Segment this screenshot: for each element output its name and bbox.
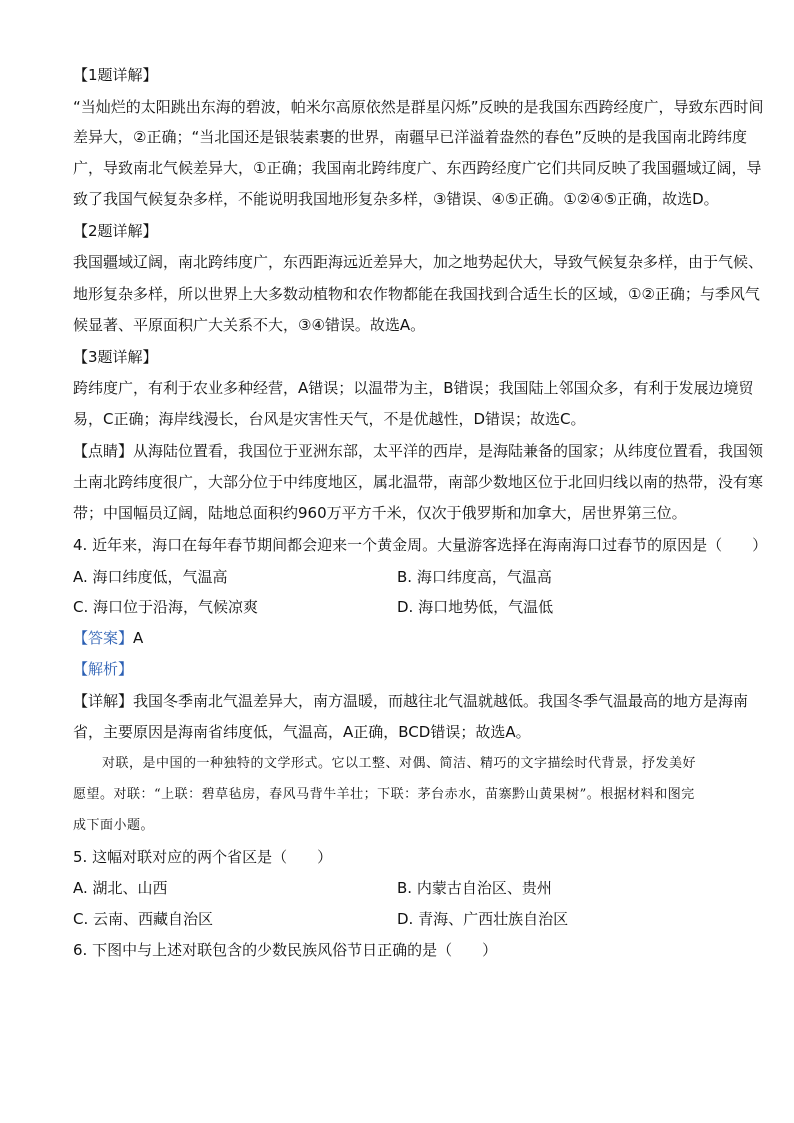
q1-text-line: 致了我国气候复杂多样，不能说明我国地形复杂多样，③错误、④⑤正确。①②④⑤正确，故选D。 — [73, 190, 719, 208]
material-line: 成下面小题。 — [73, 818, 155, 833]
tip-line-1: 从海陆位置看，我国位于亚洲东部，太平洋的西岸，是海陆兼备的国家；从纬度位置看，我国领 — [133, 442, 764, 460]
q2-detail-header: 【2题详解】 — [73, 222, 158, 240]
q6-stem: 6. 下图中与上述对联包含的少数民族风俗节日正确的是（ ） — [73, 941, 498, 959]
q1-text-line: “当灿烂的太阳跳出东海的碧波，帕米尔高原依然是群星闪烁”反映的是我国东西跨经度广，导致东西时间 — [73, 98, 764, 116]
analysis-label: 【解析】 — [73, 660, 134, 678]
q5-stem: 5. 这幅对联对应的两个省区是（ ） — [73, 848, 333, 866]
q1-text-line: 广，导致南北气候差异大，①正确；我国南北跨纬度广、东西跨经度广它们共同反映了我国疆域辽阔，导 — [73, 159, 762, 177]
answer-label: 【答案】 — [73, 629, 134, 647]
q5-option-c: C. 云南、西藏自治区 — [73, 910, 214, 928]
q5-option-d: D. 青海、广西壮族自治区 — [397, 910, 569, 928]
detail-line-1: 我国冬季南北气温差异大，南方温暖，而越往北气温就越低。我国冬季气温最高的地方是海南 — [133, 692, 749, 710]
tip-text-line: 土南北跨纬度很广，大部分位于中纬度地区，属北温带，南部少数地区位于北回归线以南的热带，没有寒 — [73, 473, 764, 491]
tip-text-line: 带；中国幅员辽阔，陆地总面积约960万平方千米，仅次于俄罗斯和加拿大，居世界第三位。 — [73, 504, 687, 522]
tip-text-line — [73, 440, 763, 462]
q4-option-d: D. 海口地势低，气温低 — [397, 598, 554, 616]
q2-text-line: 地形复杂多样，所以世界上大多数动植物和农作物都能在我国找到合适生长的区域，①②正确；与季风气 — [73, 285, 760, 303]
tip-label: 【点睛】 — [73, 442, 134, 460]
q4-option-a: A. 海口纬度低，气温高 — [73, 568, 228, 586]
material-line: 对联，是中国的一种独特的文学形式。它以工整、对偶、简洁、精巧的文字描绘时代背景，抒发美好 — [102, 756, 697, 771]
q4-detail-line — [73, 690, 748, 712]
q2-text-line: 我国疆域辽阔，南北跨纬度广，东西距海远近差异大，加之地势起伏大，导致气候复杂多样，由于气候、 — [73, 253, 764, 271]
q2-text-line: 候显著、平原面积广大关系不大，③④错误。故选A。 — [73, 316, 426, 334]
q5-option-b: B. 内蒙古自治区、贵州 — [397, 879, 552, 897]
q4-option-b: B. 海口纬度高，气温高 — [397, 568, 552, 586]
q3-detail-header: 【3题详解】 — [73, 348, 158, 366]
q3-text-line: 跨纬度广，有利于农业多种经营，A错误；以温带为主，B错误；我国陆上邻国众多，有利于发展边境贸 — [73, 379, 754, 397]
q1-text-line: 差异大，②正确；“当北国还是银装素裹的世界，南疆早已洋溢着盎然的春色”反映的是我国南北跨纬度 — [73, 128, 747, 146]
material-line: 愿望。对联：“上联：碧草毡房，春风马背牛羊壮；下联：茅台赤水，苗寨黔山黄果树”。根据材料和图完 — [73, 787, 695, 802]
q1-detail-header: 【1题详解】 — [73, 66, 158, 84]
q5-option-a: A. 湖北、山西 — [73, 879, 168, 897]
q3-text-line: 易，C正确；海岸线漫长，台风是灾害性天气，不是优越性，D错误；故选C。 — [73, 410, 586, 428]
q4-stem: 4. 近年来，海口在每年春节期间都会迎来一个黄金周。大量游客选择在海南海口过春节的原因是（ ） — [73, 536, 768, 554]
q4-option-c: C. 海口位于沿海，气候凉爽 — [73, 598, 259, 616]
detail-label: 【详解】 — [73, 692, 134, 710]
answer-value: A — [133, 629, 144, 647]
q4-answer — [73, 627, 143, 649]
q4-detail-line: 省，主要原因是海南省纬度低，气温高，A正确，BCD错误；故选A。 — [73, 723, 531, 741]
